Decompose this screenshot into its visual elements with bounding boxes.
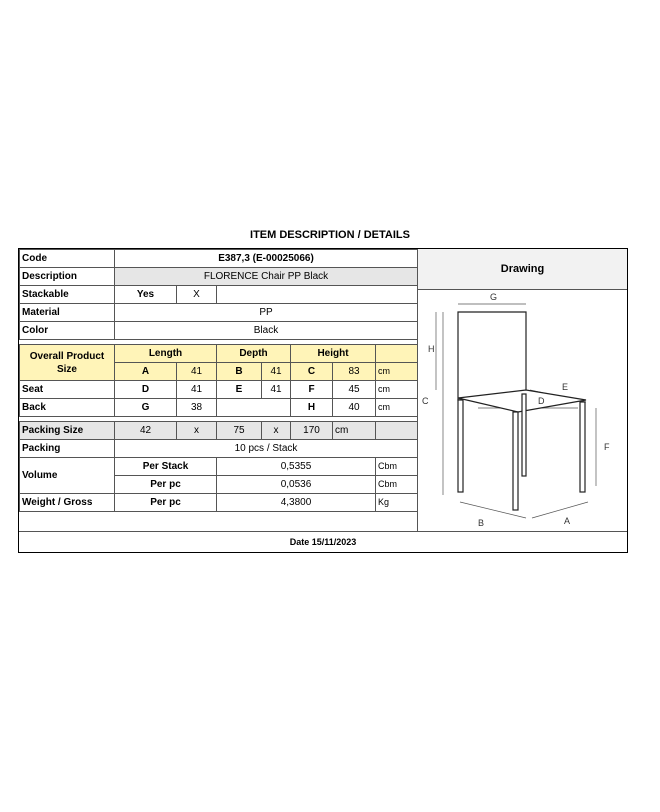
back-empty xyxy=(217,399,291,417)
key-f: F xyxy=(291,381,333,399)
material-label: Material xyxy=(20,304,115,322)
packing-size-x2: x xyxy=(262,422,291,440)
row-packing xyxy=(20,440,418,458)
drawing-header: Drawing xyxy=(418,249,627,290)
value-a: 41 xyxy=(177,363,217,381)
chair-leg-front-right xyxy=(513,412,518,510)
unit-back: cm xyxy=(376,399,418,417)
key-a: A xyxy=(115,363,177,381)
color-value: Black xyxy=(115,322,418,340)
volume-label: Volume xyxy=(20,458,115,494)
row-code xyxy=(20,250,418,268)
unit-seat: cm xyxy=(376,381,418,399)
key-e: E xyxy=(217,381,262,399)
material-value: PP xyxy=(115,304,418,322)
packing-size-empty xyxy=(376,422,418,440)
weight-unit: Kg xyxy=(376,494,418,512)
dim-label-e: E xyxy=(562,382,569,392)
row-description xyxy=(20,268,418,286)
value-e: 41 xyxy=(262,381,291,399)
key-g: G xyxy=(115,399,177,417)
weight-value: 4,3800 xyxy=(217,494,376,512)
row-back xyxy=(20,399,418,417)
key-h: H xyxy=(291,399,333,417)
drawing-panel xyxy=(417,249,627,532)
dim-line-a xyxy=(532,502,588,518)
chair-leg-front-left xyxy=(458,400,463,492)
length-header: Length xyxy=(115,345,217,363)
dim-label-h: H xyxy=(428,344,435,354)
packing-size-label: Packing Size xyxy=(20,422,115,440)
volume-per-stack-unit: Cbm xyxy=(376,458,418,476)
packing-size-l: 42 xyxy=(115,422,177,440)
chair-backrest xyxy=(458,312,526,400)
volume-per-pc-unit: Cbm xyxy=(376,476,418,494)
dim-label-a: A xyxy=(564,516,571,526)
weight-label: Weight / Gross xyxy=(20,494,115,512)
footer-date: Date 15/11/2023 xyxy=(19,531,627,552)
stackable-empty xyxy=(217,286,418,304)
spec-sheet xyxy=(18,248,628,553)
depth-header: Depth xyxy=(217,345,291,363)
row-color xyxy=(20,322,418,340)
volume-per-stack-label: Per Stack xyxy=(115,458,217,476)
stackable-mark: X xyxy=(177,286,217,304)
color-label: Color xyxy=(20,322,115,340)
dim-label-c: C xyxy=(422,396,429,406)
height-header: Height xyxy=(291,345,376,363)
weight-per-pc-label: Per pc xyxy=(115,494,217,512)
packing-size-unit: cm xyxy=(333,422,376,440)
spec-table xyxy=(19,249,418,512)
row-weight xyxy=(20,494,418,512)
key-d: D xyxy=(115,381,177,399)
volume-per-stack-value: 0,5355 xyxy=(217,458,376,476)
value-f: 45 xyxy=(333,381,376,399)
code-label: Code xyxy=(20,250,115,268)
row-stackable xyxy=(20,286,418,304)
value-d: 41 xyxy=(177,381,217,399)
stackable-label: Stackable xyxy=(20,286,115,304)
back-label: Back xyxy=(20,399,115,417)
seat-label: Seat xyxy=(20,381,115,399)
packing-size-h: 170 xyxy=(291,422,333,440)
value-g: 38 xyxy=(177,399,217,417)
value-b: 41 xyxy=(262,363,291,381)
unit-header xyxy=(376,345,418,363)
value-h: 40 xyxy=(333,399,376,417)
packing-size-w: 75 xyxy=(217,422,262,440)
document-title: ITEM DESCRIPTION / DETAILS xyxy=(250,229,410,241)
row-seat xyxy=(20,381,418,399)
volume-per-pc-label: Per pc xyxy=(115,476,217,494)
dim-label-d: D xyxy=(538,396,545,406)
row-packing-size xyxy=(20,422,418,440)
row-material xyxy=(20,304,418,322)
volume-per-pc-value: 0,0536 xyxy=(217,476,376,494)
description-label: Description xyxy=(20,268,115,286)
unit-overall: cm xyxy=(376,363,418,381)
size-label: Overall Product Size xyxy=(20,345,115,381)
key-b: B xyxy=(217,363,262,381)
chair-leg-back-left xyxy=(522,394,526,476)
key-c: C xyxy=(291,363,333,381)
row-volume-stack xyxy=(20,458,418,476)
chair-drawing xyxy=(418,290,626,532)
chair-leg-back-right xyxy=(580,402,585,492)
dim-label-f: F xyxy=(604,442,610,452)
dim-label-g: G xyxy=(490,292,498,302)
description-value: FLORENCE Chair PP Black xyxy=(115,268,418,286)
row-size-header xyxy=(20,345,418,363)
packing-value: 10 pcs / Stack xyxy=(115,440,418,458)
packing-size-x1: x xyxy=(177,422,217,440)
packing-label: Packing xyxy=(20,440,115,458)
value-c: 83 xyxy=(333,363,376,381)
code-value: E387,3 (E-00025066) xyxy=(115,250,418,268)
dim-label-b: B xyxy=(478,518,485,528)
stackable-value: Yes xyxy=(115,286,177,304)
